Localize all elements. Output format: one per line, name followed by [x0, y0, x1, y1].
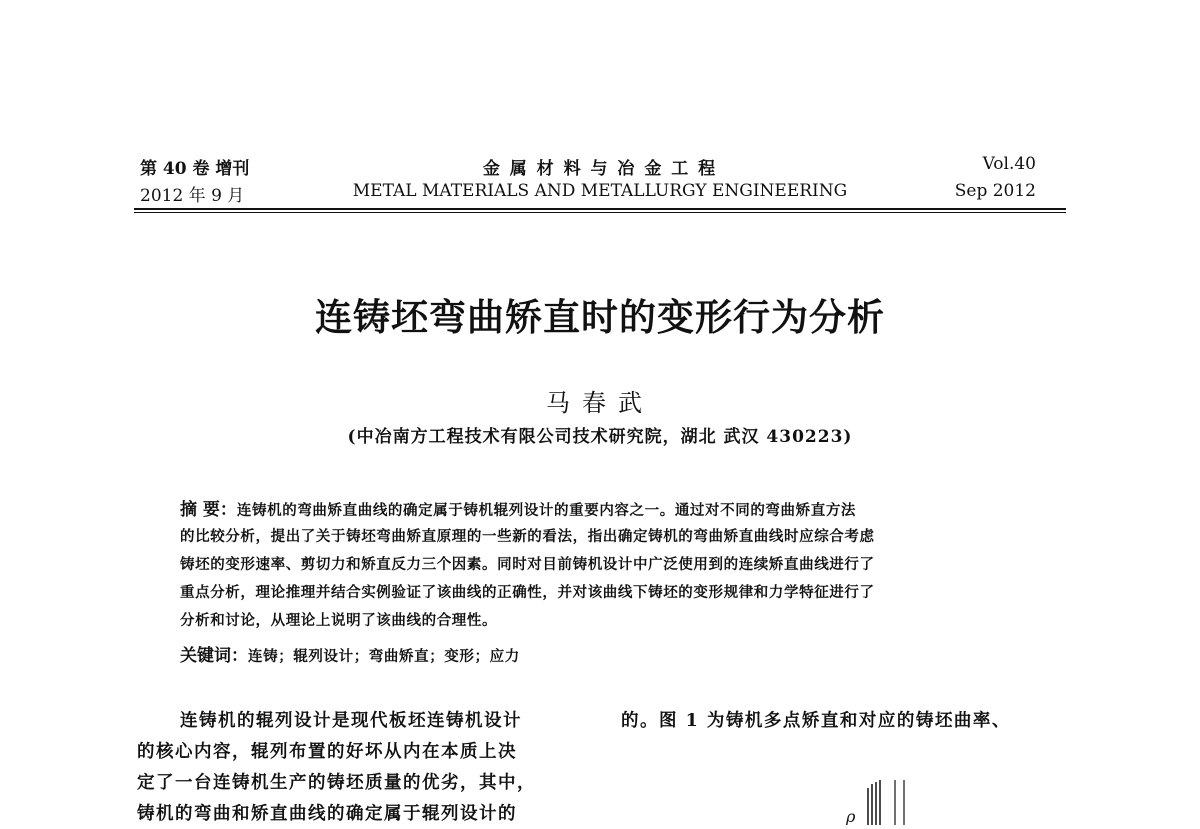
- header-rule-thick: [134, 208, 1066, 210]
- journal-title-cn: 金 属 材 料 与 冶 金 工 程: [482, 159, 718, 179]
- header-rule-thin: [134, 212, 1066, 213]
- keywords-label: 关键词：: [180, 646, 248, 666]
- author-name: 马春武: [546, 389, 654, 417]
- date-cn: 2012 年 9 月: [140, 186, 245, 206]
- abstract-line: 铸坯的变形速率、剪切力和矫直反力三个因素。同时对目前铸机设计中广泛使用到的连续矫直曲线进行了: [180, 556, 875, 573]
- body-line: 铸机的弯曲和矫直曲线的确定属于辊列设计的: [137, 804, 517, 824]
- figure-fragment: [840, 770, 920, 825]
- abstract-label: 摘 要：: [180, 500, 237, 520]
- journal-title-en: METAL MATERIALS AND METALLURGY ENGINEERING: [352, 181, 848, 201]
- abstract-line: 连铸机的弯曲矫直曲线的确定属于铸机辊列设计的重要内容之一。通过对不同的弯曲矫直方法: [236, 502, 857, 519]
- volume-cn: 第 40 卷 增刊: [140, 159, 250, 179]
- affiliation: (中冶南方工程技术有限公司技术研究院，湖北 武汉 430223): [347, 427, 853, 447]
- keywords: [180, 641, 520, 666]
- paper-title: 连铸坯弯曲矫直时的变形行为分析: [315, 296, 885, 339]
- abstract-first-line: [180, 495, 856, 520]
- volume-en: Vol.40: [982, 154, 1036, 174]
- abstract-line: 分析和讨论，从理论上说明了该曲线的合理性。: [180, 612, 498, 629]
- body-line-right: 的。图 1 为铸机多点矫直和对应的铸坯曲率、: [621, 711, 1011, 731]
- keywords-text: 连铸；辊列设计；弯曲矫直；变形；应力: [248, 648, 520, 665]
- figure-fragment-label: ρ: [846, 807, 856, 825]
- body-line: 连铸机的辊列设计是现代板坯连铸机设计: [180, 711, 522, 731]
- body-line: 的核心内容，辊列布置的好坏从内在本质上决: [137, 742, 517, 762]
- date-en: Sep 2012: [954, 181, 1036, 201]
- abstract-line: 重点分析，理论推理并结合实例验证了该曲线的正确性，并对该曲线下铸坯的变形规律和力学特征进行了: [180, 584, 875, 601]
- body-line: 定了一台连铸机生产的铸坯质量的优劣，其中，: [137, 773, 536, 793]
- abstract-line: 的比较分析，提出了关于铸坯弯曲矫直原理的一些新的看法，指出确定铸机的弯曲矫直曲线时应综合考虑: [180, 528, 875, 545]
